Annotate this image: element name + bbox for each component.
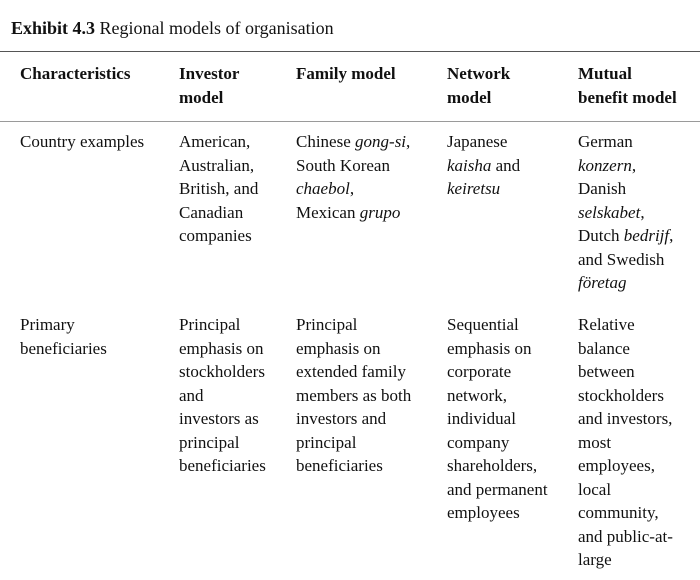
cell-line bbox=[578, 201, 698, 225]
cell-text-italic: kaisha bbox=[447, 155, 492, 175]
cell-line: company bbox=[447, 432, 510, 452]
cell-line: Japanese bbox=[447, 132, 508, 151]
cell-line bbox=[296, 201, 441, 225]
header-line: model bbox=[447, 87, 492, 107]
row-label-text: Country examples bbox=[20, 132, 145, 151]
table-top-rule bbox=[0, 51, 700, 52]
cell-text-italic: bedrijf bbox=[623, 226, 670, 245]
cell-text-italic: gong-si bbox=[355, 132, 407, 151]
row-label-text: Primary bbox=[20, 315, 75, 334]
cell-line: American, bbox=[179, 132, 251, 151]
cell-line: extended family bbox=[296, 362, 406, 381]
header-line: Characteristics bbox=[20, 64, 131, 83]
cell-line: principal bbox=[296, 432, 357, 452]
cell-text: , bbox=[669, 226, 674, 245]
header-family-model bbox=[296, 62, 441, 86]
cell-line: employees bbox=[447, 503, 520, 522]
cell-network-country-examples bbox=[447, 130, 572, 201]
exhibit-title-text: Regional models of organisation bbox=[99, 18, 334, 38]
cell-line: balance bbox=[578, 338, 630, 358]
cell-line: Principal bbox=[296, 315, 358, 334]
header-line: model bbox=[179, 87, 224, 107]
header-characteristics bbox=[20, 62, 170, 86]
cell-line: community, bbox=[578, 503, 659, 522]
cell-investor-country-examples bbox=[179, 130, 289, 248]
cell-text: , bbox=[631, 155, 637, 175]
cell-line: British, and bbox=[179, 179, 259, 198]
cell-text: and bbox=[491, 155, 521, 175]
cell-line: emphasis on bbox=[179, 338, 264, 358]
header-investor-model bbox=[179, 62, 289, 109]
cell-line: stockholders bbox=[179, 362, 265, 381]
cell-line: principal bbox=[179, 432, 240, 452]
cell-line bbox=[296, 177, 441, 201]
cell-line bbox=[578, 154, 698, 178]
cell-text: , bbox=[640, 202, 645, 222]
cell-line: Sequential bbox=[447, 315, 519, 334]
cell-line: companies bbox=[179, 226, 252, 245]
header-bottom-rule bbox=[0, 121, 700, 122]
cell-line: Principal bbox=[179, 315, 241, 334]
cell-network-beneficiaries bbox=[447, 313, 572, 525]
cell-line: South Korean bbox=[296, 155, 390, 175]
cell-line: beneficiaries bbox=[296, 456, 383, 475]
cell-line: between bbox=[578, 362, 635, 381]
cell-line: and Swedish bbox=[578, 249, 665, 269]
row-label-primary-beneficiaries bbox=[20, 313, 170, 360]
cell-line: Danish bbox=[578, 179, 627, 198]
cell-line: members as both bbox=[296, 385, 412, 405]
cell-line: keiretsu bbox=[447, 179, 501, 198]
cell-line: most bbox=[578, 432, 612, 452]
cell-text: , bbox=[349, 179, 355, 198]
cell-line: investors as bbox=[179, 409, 259, 428]
row-label-text: beneficiaries bbox=[20, 338, 107, 358]
cell-line: emphasis on bbox=[296, 338, 381, 358]
cell-text-italic: grupo bbox=[359, 202, 401, 222]
cell-line: and investors, bbox=[578, 409, 673, 428]
cell-line bbox=[296, 130, 441, 154]
cell-line: Relative bbox=[578, 315, 635, 334]
cell-line: network, bbox=[447, 385, 507, 405]
cell-line: and permanent bbox=[447, 479, 548, 499]
cell-line: företag bbox=[578, 273, 627, 292]
exhibit-label: Exhibit 4.3 bbox=[11, 18, 96, 38]
cell-line: large bbox=[578, 550, 612, 569]
cell-text: , bbox=[406, 132, 411, 151]
header-line: Network bbox=[447, 64, 511, 83]
header-line: Family model bbox=[296, 64, 396, 83]
cell-text: Chinese bbox=[296, 132, 356, 151]
cell-line: Australian, bbox=[179, 155, 255, 175]
cell-line: German bbox=[578, 132, 633, 151]
cell-text-italic: chaebol bbox=[296, 179, 350, 198]
header-line: Mutual bbox=[578, 64, 632, 83]
cell-line bbox=[447, 154, 572, 178]
cell-mutual-beneficiaries bbox=[578, 313, 698, 572]
row-label-country-examples bbox=[20, 130, 170, 154]
header-mutual-benefit-model bbox=[578, 62, 698, 109]
cell-line: investors and bbox=[296, 409, 387, 428]
cell-family-country-examples bbox=[296, 130, 441, 224]
cell-text: Mexican bbox=[296, 202, 360, 222]
cell-line: shareholders, bbox=[447, 456, 538, 475]
cell-line: employees, bbox=[578, 456, 655, 475]
cell-text-italic: konzern bbox=[578, 155, 632, 175]
cell-line: corporate bbox=[447, 362, 512, 381]
cell-text: Dutch bbox=[578, 226, 624, 245]
cell-family-beneficiaries bbox=[296, 313, 441, 478]
header-line: benefit model bbox=[578, 87, 677, 107]
cell-mutual-country-examples bbox=[578, 130, 698, 295]
cell-line bbox=[578, 224, 698, 248]
exhibit-title bbox=[11, 16, 334, 40]
cell-investor-beneficiaries bbox=[179, 313, 289, 478]
cell-line: and public-at- bbox=[578, 526, 673, 546]
cell-line: beneficiaries bbox=[179, 456, 266, 475]
cell-line: stockholders bbox=[578, 385, 664, 405]
header-network-model bbox=[447, 62, 572, 109]
cell-line: emphasis on bbox=[447, 338, 532, 358]
cell-line: individual bbox=[447, 409, 516, 428]
cell-line: local bbox=[578, 479, 612, 499]
cell-line: and bbox=[179, 385, 204, 405]
cell-text-italic: selskabet bbox=[578, 202, 641, 222]
header-line: Investor bbox=[179, 64, 240, 83]
cell-line: Canadian bbox=[179, 202, 244, 222]
